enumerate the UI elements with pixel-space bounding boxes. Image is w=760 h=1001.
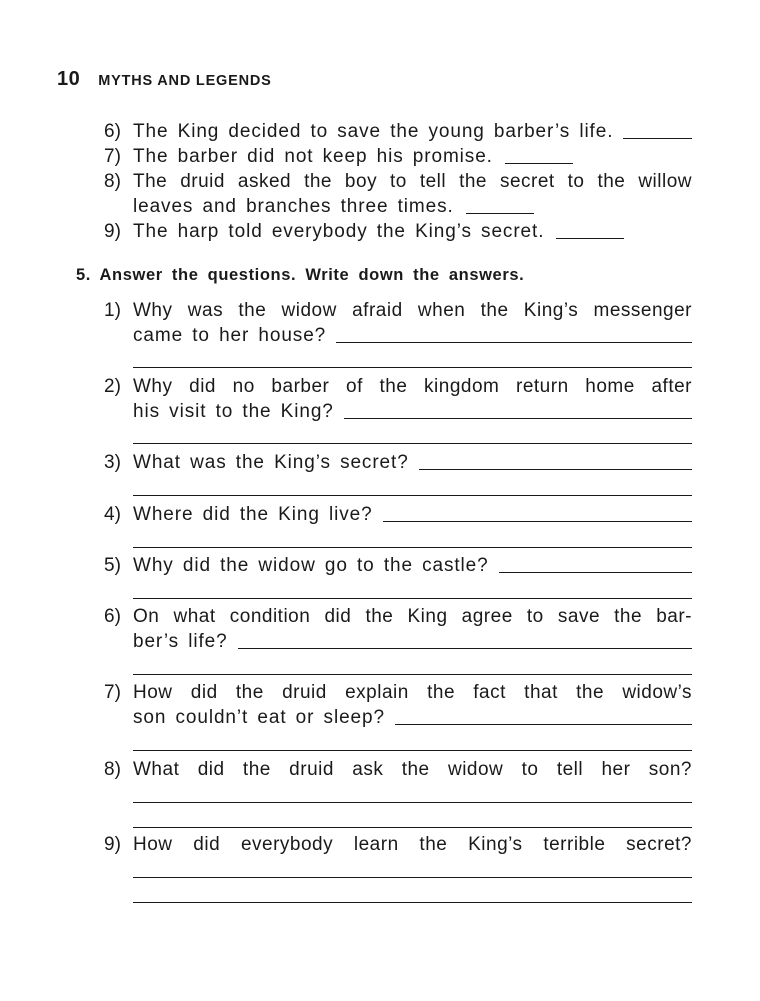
question-5 <box>104 553 692 599</box>
answer-line[interactable] <box>133 443 692 444</box>
statement-text: leaves and branches three times. <box>133 196 454 217</box>
section-title: MYTHS AND LEGENDS <box>98 73 272 89</box>
statement-6 <box>104 119 692 144</box>
question-text: How did everybody learn the King’s terrible secret? <box>133 834 692 855</box>
question-7 <box>104 680 692 751</box>
question-8 <box>104 757 692 828</box>
question-text: How did the druid explain the fact that the widow’s <box>133 682 692 703</box>
answer-line[interactable] <box>133 877 692 878</box>
question-text: Where did the King live? <box>133 504 373 525</box>
answer-blank[interactable] <box>499 572 692 573</box>
question-6 <box>104 604 692 675</box>
page-header <box>57 68 272 91</box>
statement-9 <box>104 219 692 244</box>
answer-line[interactable] <box>133 827 692 828</box>
answer-blank[interactable] <box>238 648 692 649</box>
statement-8-continued <box>104 194 692 219</box>
question-number: 7) <box>104 682 121 703</box>
answer-line[interactable] <box>133 598 692 599</box>
answer-line[interactable] <box>133 802 692 803</box>
question-text: Why did no barber of the kingdom return home after <box>133 376 692 397</box>
statement-number: 6) <box>104 121 121 142</box>
true-false-list <box>104 119 692 244</box>
question-3 <box>104 450 692 496</box>
question-text: On what condition did the King agree to save the bar- <box>133 606 692 627</box>
statement-text: The harp told everybody the King’s secret. <box>133 221 545 242</box>
question-number: 5) <box>104 555 121 576</box>
answer-line[interactable] <box>133 495 692 496</box>
answer-line[interactable] <box>133 367 692 368</box>
question-number: 6) <box>104 606 121 627</box>
statement-text: The King decided to save the young barber’s life. <box>133 121 614 142</box>
answer-line[interactable] <box>133 547 692 548</box>
question-number: 9) <box>104 834 121 855</box>
question-number: 8) <box>104 759 121 780</box>
question-text: came to her house? <box>133 325 327 346</box>
answer-blank[interactable] <box>344 418 692 419</box>
question-number: 4) <box>104 504 121 525</box>
question-text: his visit to the King? <box>133 401 334 422</box>
answer-line[interactable] <box>133 902 692 903</box>
statement-number: 9) <box>104 221 121 242</box>
answer-blank[interactable] <box>466 213 534 214</box>
statement-8 <box>104 169 692 194</box>
question-text: ber’s life? <box>133 631 228 652</box>
question-9 <box>104 832 692 903</box>
question-4 <box>104 502 692 548</box>
statement-number: 8) <box>104 171 121 192</box>
statement-text: The barber did not keep his promise. <box>133 146 493 167</box>
question-number: 3) <box>104 452 121 473</box>
answer-blank[interactable] <box>395 724 692 725</box>
page-number: 10 <box>57 68 81 90</box>
question-text: What was the King’s secret? <box>133 452 409 473</box>
question-2 <box>104 374 692 444</box>
answer-blank[interactable] <box>336 342 692 343</box>
answer-blank[interactable] <box>419 469 692 470</box>
answer-blank[interactable] <box>623 138 692 139</box>
question-text: son couldn’t eat or sleep? <box>133 707 385 728</box>
statement-7 <box>104 144 692 169</box>
task-5-title: 5. Answer the questions. Write down the answers. <box>76 266 525 284</box>
answer-line[interactable] <box>133 674 692 675</box>
question-number: 2) <box>104 376 121 397</box>
question-number: 1) <box>104 300 121 321</box>
answer-blank[interactable] <box>383 521 692 522</box>
statement-text: The druid asked the boy to tell the secret to the willow <box>133 171 692 192</box>
answer-blank[interactable] <box>556 238 624 239</box>
question-1 <box>104 298 692 368</box>
answer-blank[interactable] <box>505 163 573 164</box>
statement-number: 7) <box>104 146 121 167</box>
question-text: What did the druid ask the widow to tell her son? <box>133 759 692 780</box>
question-text: Why was the widow afraid when the King’s messenger <box>133 300 692 321</box>
question-text: Why did the widow go to the castle? <box>133 555 489 576</box>
answer-line[interactable] <box>133 750 692 751</box>
